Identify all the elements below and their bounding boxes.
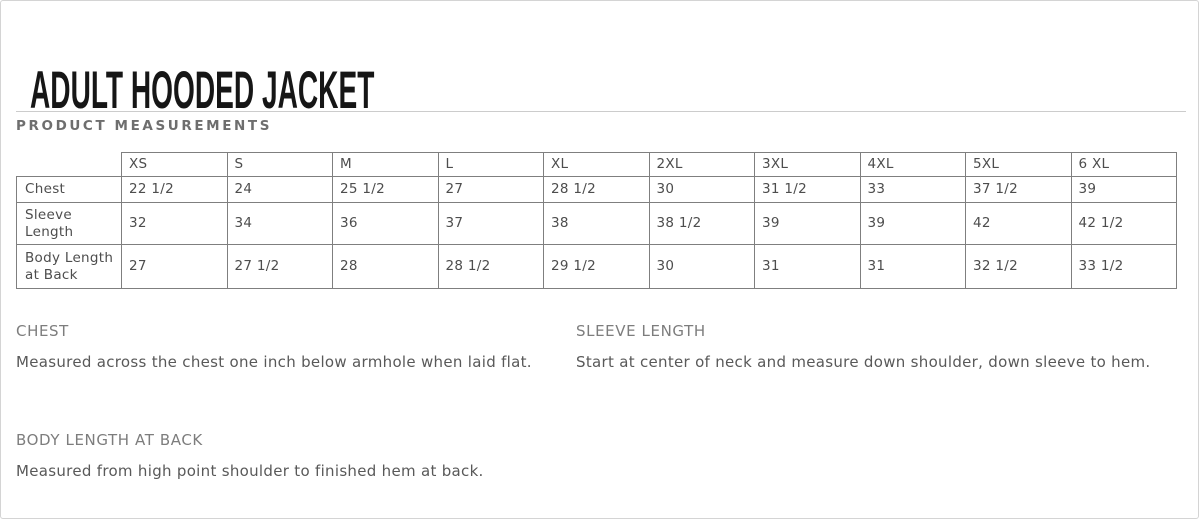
note-chest-description: Measured across the chest one inch below armhole when laid flat. [16, 353, 532, 371]
measurement-cell: 29 1/2 [544, 245, 650, 289]
note-body-length-at-back [16, 431, 576, 484]
measurement-cell: 22 1/2 [122, 177, 228, 203]
measurement-cell: 37 [438, 203, 544, 245]
measurement-cell: 30 [649, 245, 755, 289]
measurement-cell: 42 1/2 [1071, 203, 1177, 245]
size-column-header: 5XL [966, 153, 1072, 177]
measurement-cell: 39 [1071, 177, 1177, 203]
page-title: ADULT HOODED JACKET [30, 60, 375, 120]
measurement-cell: 33 [860, 177, 966, 203]
row-label: Sleeve Length [17, 203, 122, 245]
size-column-header: XS [122, 153, 228, 177]
size-chart-table [16, 152, 1177, 289]
measurement-cell: 42 [966, 203, 1072, 245]
size-column-header: 2XL [649, 153, 755, 177]
size-column-header: M [333, 153, 439, 177]
measurement-cell: 33 1/2 [1071, 245, 1177, 289]
measurement-cell: 39 [755, 203, 861, 245]
measurement-cell: 28 1/2 [544, 177, 650, 203]
measurement-cell: 32 1/2 [966, 245, 1072, 289]
row-label: Body Length at Back [17, 245, 122, 289]
measurement-cell: 28 1/2 [438, 245, 544, 289]
measurement-cell: 27 [438, 177, 544, 203]
section-heading: PRODUCT MEASUREMENTS [16, 118, 273, 134]
title-divider [16, 111, 1186, 112]
note-chest [16, 322, 561, 375]
corner-cell [17, 153, 122, 177]
measurement-cell: 39 [860, 203, 966, 245]
measurement-cell: 31 [860, 245, 966, 289]
row-label: Chest [17, 177, 122, 203]
note-sleeve-length-description: Start at center of neck and measure down shoulder, down sleeve to hem. [576, 353, 1151, 371]
note-sleeve-length [576, 322, 1184, 375]
measurement-cell: 31 1/2 [755, 177, 861, 203]
size-column-header: S [227, 153, 333, 177]
size-column-header: L [438, 153, 544, 177]
measurement-cell: 38 1/2 [649, 203, 755, 245]
size-column-header: 3XL [755, 153, 861, 177]
measurement-cell: 24 [227, 177, 333, 203]
measurement-cell: 31 [755, 245, 861, 289]
measurement-cell: 27 [122, 245, 228, 289]
size-column-header: 4XL [860, 153, 966, 177]
measurement-cell: 32 [122, 203, 228, 245]
measurement-cell: 30 [649, 177, 755, 203]
measurement-cell: 37 1/2 [966, 177, 1072, 203]
measurement-cell: 38 [544, 203, 650, 245]
note-body-length-description: Measured from high point shoulder to finished hem at back. [16, 462, 484, 480]
measurement-cell: 25 1/2 [333, 177, 439, 203]
size-column-header: 6 XL [1071, 153, 1177, 177]
table-row [17, 245, 1177, 289]
measurement-cell: 28 [333, 245, 439, 289]
measurement-cell: 34 [227, 203, 333, 245]
table-row [17, 203, 1177, 245]
size-column-header: XL [544, 153, 650, 177]
measurement-cell: 27 1/2 [227, 245, 333, 289]
table-row [17, 177, 1177, 203]
measurement-cell: 36 [333, 203, 439, 245]
note-chest-heading: CHEST [16, 322, 69, 340]
note-body-length-heading: BODY LENGTH AT BACK [16, 431, 203, 449]
size-header-row [17, 153, 1177, 177]
note-sleeve-length-heading: SLEEVE LENGTH [576, 322, 706, 340]
